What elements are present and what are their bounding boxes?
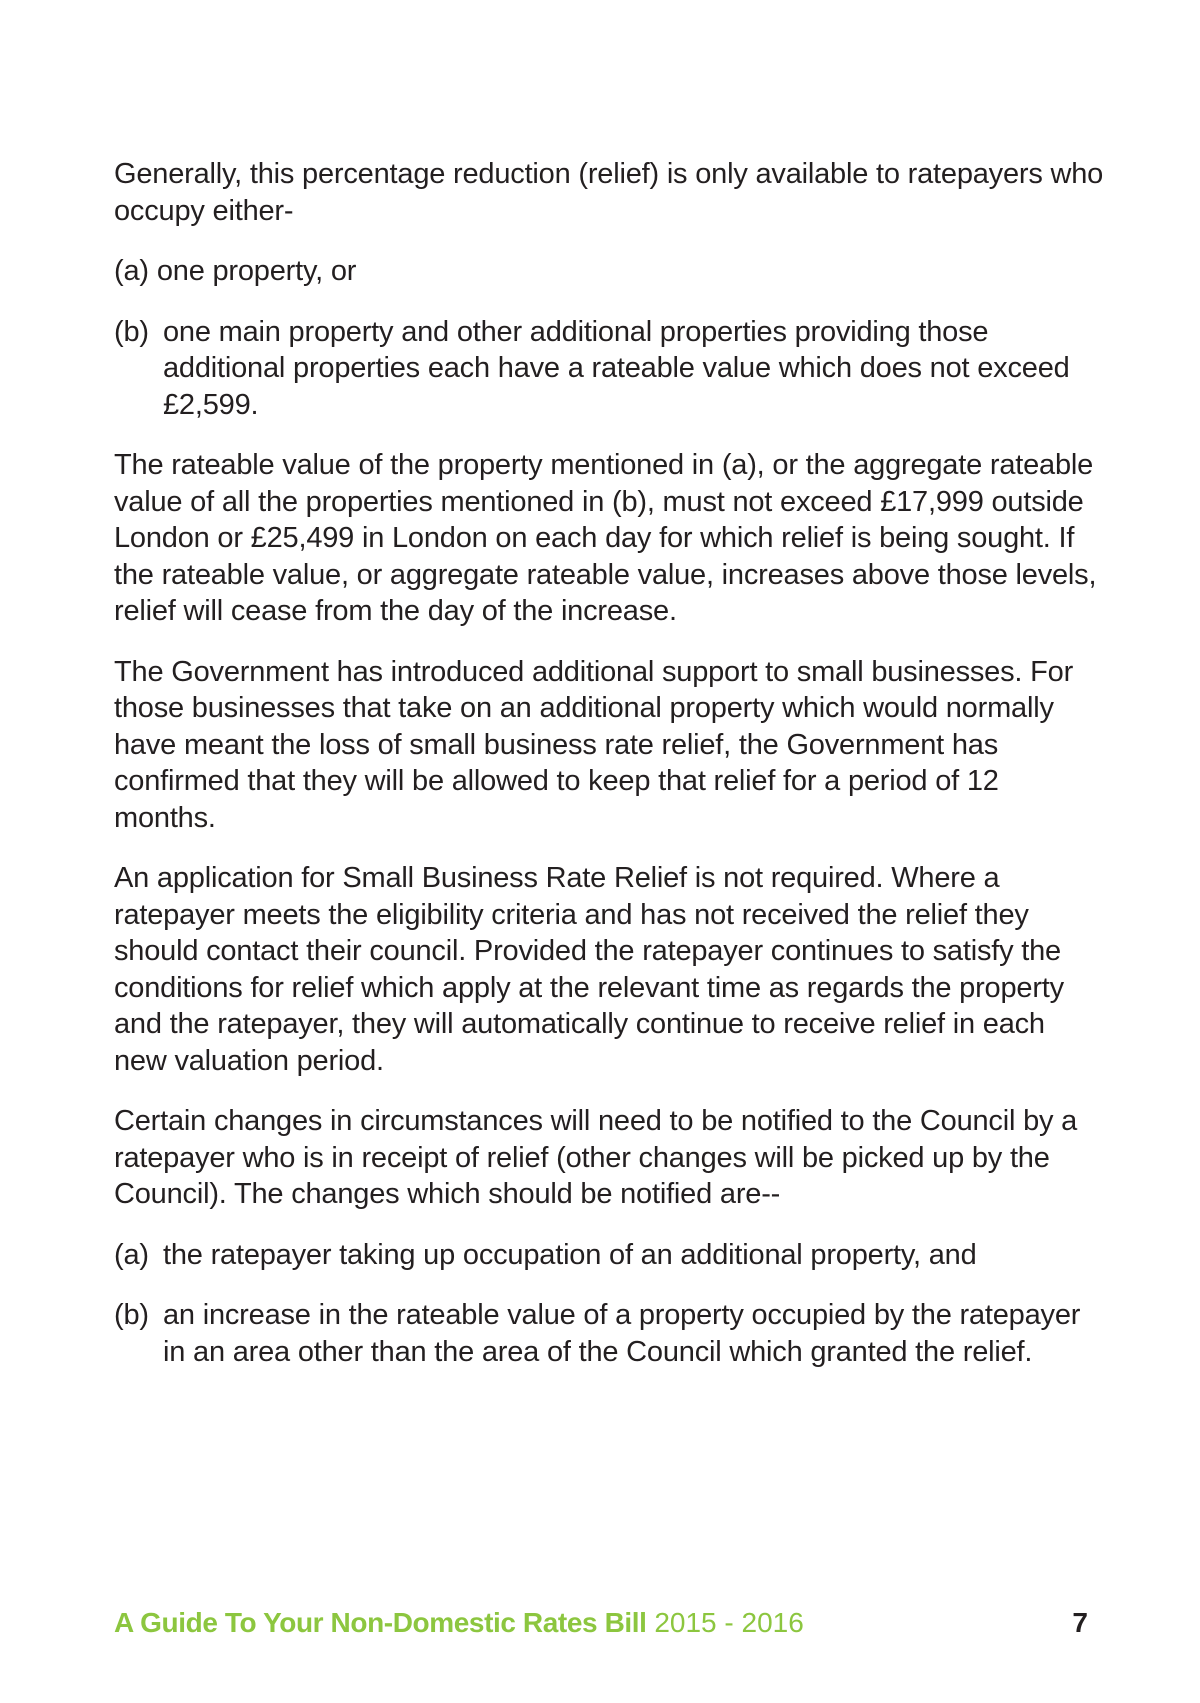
list-item-text: one main property and other additional properties providing those additional properties each have a rateable value which does not exceed £2,599. [163, 315, 1070, 421]
rateable-value-paragraph: The rateable value of the property mentioned in (a), or the aggregate rateable value of all the properties mentioned in (b), must not exceed £17,999 outside London or £25,499 in London on each day for which relief is being sought. If the rateable value, or aggregate rateable value, increases above those levels, relief will cease from the day of the increase. [114, 449, 1097, 627]
condition-item-b [114, 314, 1104, 424]
page-footer [114, 1606, 1088, 1640]
list-marker: (b) [114, 1299, 149, 1331]
application-paragraph: An application for Small Business Rate Relief is not required. Where a ratepayer meets the eligibility criteria and has not received the relief they should contact their council. Provided the ratepayer continues to satisfy the conditions for relief which apply at the relevant time as regards the property and the ratepayer, they will automatically continue to receive relief in each new valuation period. [114, 862, 1064, 1077]
page-number: 7 [1072, 1607, 1088, 1638]
intro-paragraph: Generally, this percentage reduction (relief) is only available to ratepayers who occupy either- [114, 158, 1104, 227]
changes-paragraph: Certain changes in circumstances will need to be notified to the Council by a ratepayer who is in receipt of relief (other changes will be picked up by the Council). The changes which should be notified are-- [114, 1105, 1078, 1210]
footer-years: 2015 - 2016 [654, 1607, 804, 1638]
list-marker: (a) [114, 1238, 149, 1271]
footer-title: A Guide To Your Non-Domestic Rates Bill [114, 1607, 647, 1638]
additional-support-paragraph: The Government has introduced additional support to small businesses. For those businesses that take on an additional property which would normally have meant the loss of small business rate relief, the Government has confirmed that they will be allowed to keep that relief for a period of 12 months. [114, 655, 1074, 834]
footer-guide-title [114, 1606, 804, 1640]
list-marker: (b) [114, 315, 149, 348]
page-body [114, 156, 1104, 1394]
list-marker: (a) [114, 255, 149, 287]
change-item-b [114, 1297, 1104, 1370]
change-item-a [114, 1237, 1104, 1274]
list-item-text: the ratepayer taking up occupation of an additional property, and [163, 1238, 977, 1271]
list-item-text: one property, or [156, 255, 357, 287]
list-item-text: an increase in the rateable value of a property occupied by the ratepayer in an area other than the area of the Council which granted the relief. [163, 1299, 1081, 1368]
condition-item-a [114, 253, 1104, 290]
